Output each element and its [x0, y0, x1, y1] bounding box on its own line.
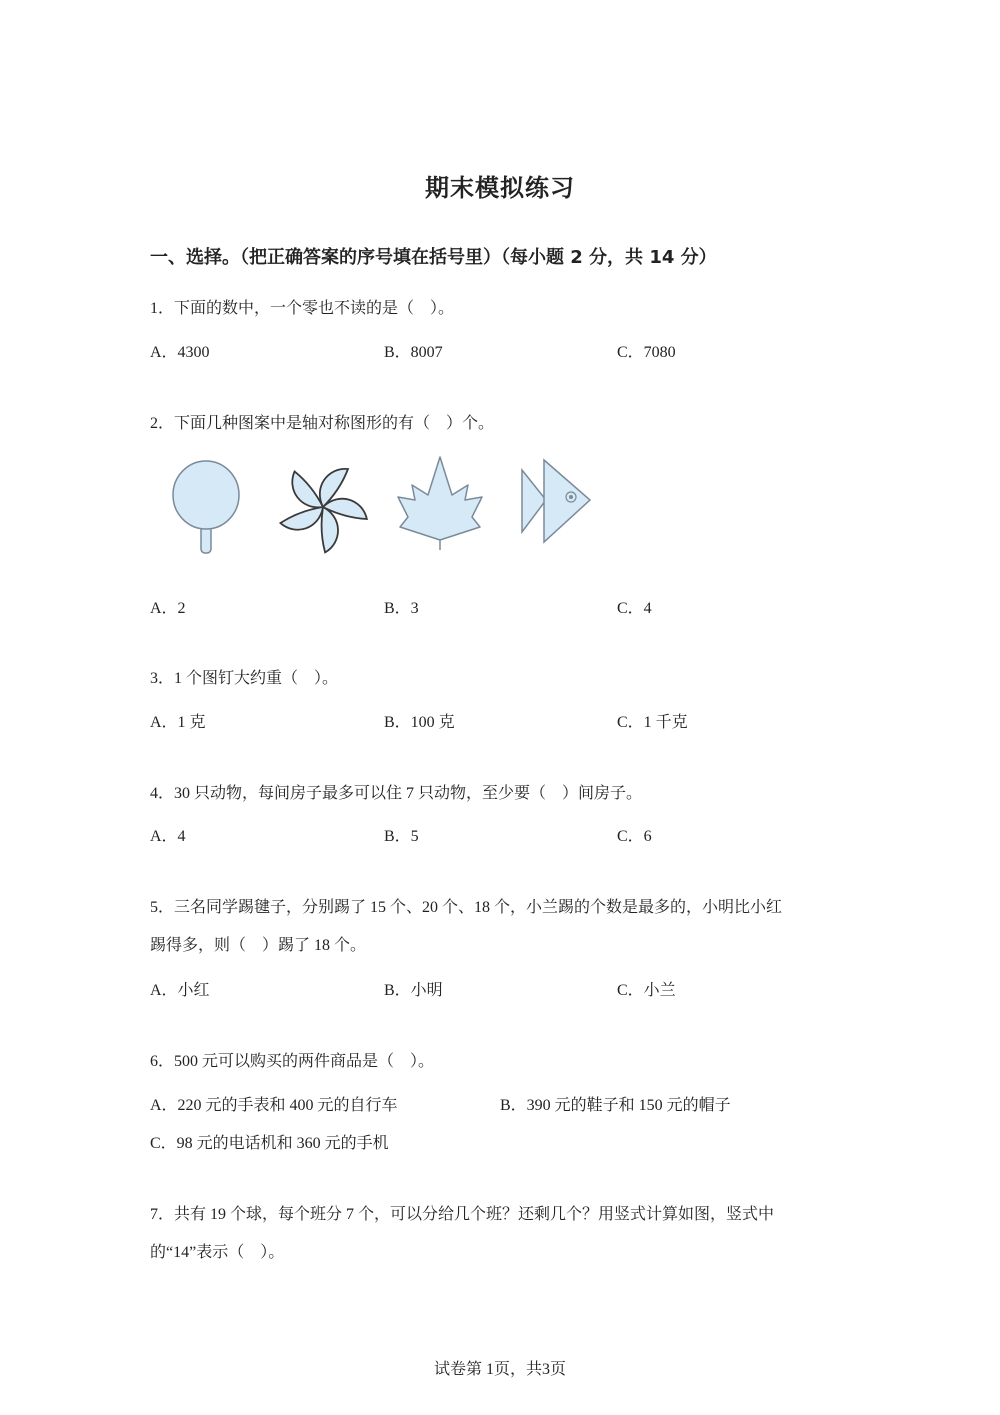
question-2: 2．下面几种图案中是轴对称图形的有（ ）个。 — [150, 415, 495, 432]
question-1: 1．下面的数中，一个零也不读的是（ ）。 — [150, 300, 455, 317]
q6-option-a: A．220 元的手表和 400 元的自行车 — [150, 1097, 398, 1114]
q5-option-a: A．小红 — [150, 982, 210, 999]
figure-row — [165, 455, 605, 560]
q3-option-c: C．1 千克 — [617, 714, 688, 731]
page-title: 期末模拟练习 — [425, 174, 575, 202]
q1-option-b: B．8007 — [384, 344, 443, 361]
q2-option-a: A．2 — [150, 600, 186, 617]
question-7-line-2: 的“14”表示（ ）。 — [150, 1244, 285, 1261]
q6-option-c: C．98 元的电话机和 360 元的手机 — [150, 1135, 389, 1152]
question-4: 4．30 只动物，每间房子最多可以住 7 只动物，至少要（ ）间房子。 — [150, 785, 643, 802]
q3-option-a: A．1 克 — [150, 714, 206, 731]
paddle-icon — [173, 461, 239, 553]
question-5: 5．三名同学踢毽子，分别踢了 15 个、20 个、18 个，小兰踢的个数是最多的，小明比小红 — [150, 899, 783, 916]
q3-option-b: B．100 克 — [384, 714, 455, 731]
q1-option-c: C．7080 — [617, 344, 676, 361]
question-5-line-2: 踢得多，则（ ）踢了 18 个。 — [150, 937, 367, 954]
page-footer: 试卷第 1页，共3页 — [433, 1361, 566, 1378]
question-6: 6．500 元可以购买的两件商品是（ ）。 — [150, 1053, 435, 1070]
question-7: 7．共有 19 个球，每个班分 7 个，可以分给几个班？还剩几个？用竖式计算如图，竖式中 — [150, 1206, 775, 1223]
q4-option-a: A．4 — [150, 828, 186, 845]
q5-option-c: C．小兰 — [617, 982, 676, 999]
q5-option-b: B．小明 — [384, 982, 443, 999]
q6-option-b: B．390 元的鞋子和 150 元的帽子 — [500, 1097, 731, 1114]
q1-option-a: A．4300 — [150, 344, 210, 361]
section-heading: 一、选择。（把正确答案的序号填在括号里）（每小题 2 分，共 14 分） — [150, 247, 717, 268]
q2-option-c: C．4 — [617, 600, 652, 617]
pinwheel-icon — [280, 469, 367, 553]
maple-leaf-icon — [398, 457, 482, 550]
q4-option-c: C．6 — [617, 828, 652, 845]
question-3: 3．1 个图钉大约重（ ）。 — [150, 670, 339, 687]
q2-option-b: B．3 — [384, 600, 419, 617]
q4-option-b: B．5 — [384, 828, 419, 845]
fish-icon — [522, 460, 590, 542]
